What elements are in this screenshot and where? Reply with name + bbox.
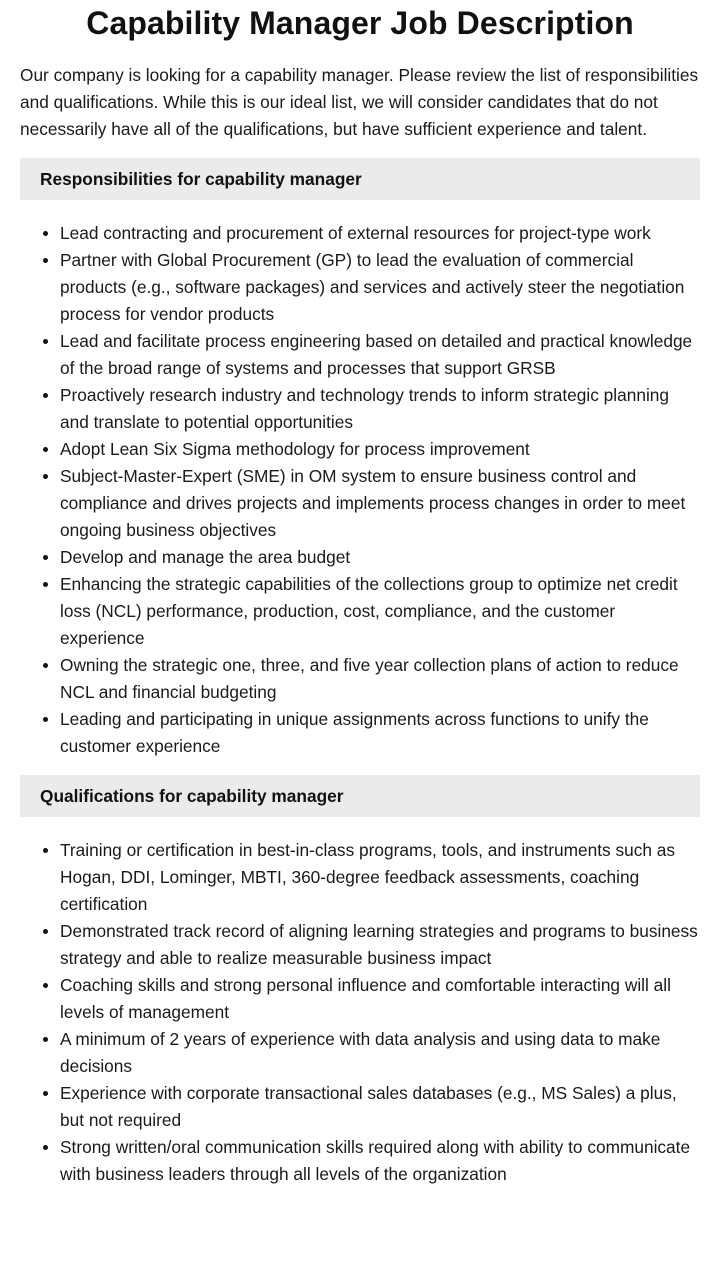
intro-paragraph: Our company is looking for a capability manager. Please review the list of responsibilities and qualifications. While this is our ideal list, we will consider candidates that do not necessarily have all of the qualifications, but have sufficient experience and talent. [20,65,699,139]
qualification-item: Coaching skills and strong personal influence and comfortable interacting will all levels of management [60,972,700,1026]
responsibility-item: Lead contracting and procurement of external resources for project-type work [60,220,700,247]
qualifications-header: Qualifications for capability manager [20,775,700,817]
responsibility-item: Partner with Global Procurement (GP) to lead the evaluation of commercial products (e.g., software packages) and services and actively steer the negotiation process for vendor products [60,247,700,328]
responsibility-item: Enhancing the strategic capabilities of the collections group to optimize net credit loss (NCL) performance, production, cost, compliance, and the customer experience [60,571,700,652]
responsibility-item: Develop and manage the area budget [60,544,700,571]
responsibilities-header: Responsibilities for capability manager [20,158,700,200]
responsibility-item: Owning the strategic one, three, and five year collection plans of action to reduce NCL and financial budgeting [60,652,700,706]
qualification-item: Strong written/oral communication skills required along with ability to communicate with business leaders through all levels of the organization [60,1134,700,1188]
qualification-item: Experience with corporate transactional sales databases (e.g., MS Sales) a plus, but not required [60,1080,700,1134]
qualification-item: Demonstrated track record of aligning learning strategies and programs to business strategy and able to realize measurable business impact [60,918,700,972]
responsibility-item: Adopt Lean Six Sigma methodology for process improvement [60,436,700,463]
qualification-item: Training or certification in best-in-class programs, tools, and instruments such as Hogan, DDI, Lominger, MBTI, 360-degree feedback assessments, coaching certification [60,837,700,918]
responsibility-item: Leading and participating in unique assignments across functions to unify the customer experience [60,706,700,760]
responsibility-item: Proactively research industry and technology trends to inform strategic planning and translate to potential opportunities [60,382,700,436]
responsibilities-list [20,200,700,760]
qualification-item: A minimum of 2 years of experience with data analysis and using data to make decisions [60,1026,700,1080]
qualifications-list [20,817,700,1188]
responsibility-item: Subject-Master-Expert (SME) in OM system to ensure business control and compliance and drives projects and implements process changes in order to meet ongoing business objectives [60,463,700,544]
responsibility-item: Lead and facilitate process engineering based on detailed and practical knowledge of the broad range of systems and processes that support GRSB [60,328,700,382]
page-title: Capability Manager Job Description [86,5,634,41]
